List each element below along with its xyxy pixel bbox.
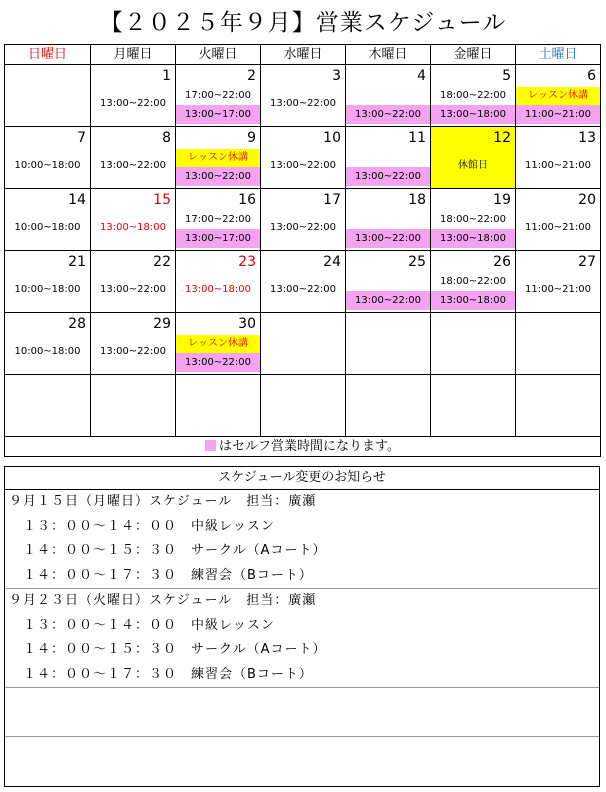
day-number: 23 bbox=[238, 254, 256, 270]
day-cell-empty bbox=[516, 375, 601, 437]
notice-line: １４：００～１７：３０ 練習会（Bコート） bbox=[23, 666, 313, 682]
day-cell-10 bbox=[261, 127, 346, 189]
hours: 13:00~22:00 bbox=[99, 284, 166, 295]
hours: 13:00~22:00 bbox=[269, 284, 336, 295]
day-cell-27 bbox=[516, 251, 601, 313]
notice-header: スケジュール変更のお知らせ bbox=[5, 467, 599, 490]
day-cell-18 bbox=[346, 189, 431, 251]
self-hours: 13:00~18:00 bbox=[431, 105, 515, 124]
hours: 11:00~21:00 bbox=[524, 160, 591, 171]
hours: 10:00~18:00 bbox=[14, 160, 81, 171]
self-hours: 13:00~22:00 bbox=[346, 229, 430, 248]
day-number: 21 bbox=[68, 254, 86, 270]
day-cell-empty bbox=[91, 375, 176, 437]
day-number: 24 bbox=[323, 254, 341, 270]
day-number: 17 bbox=[323, 192, 341, 208]
hours: 10:00~18:00 bbox=[14, 222, 81, 233]
day-cell-25 bbox=[346, 251, 431, 313]
hours: 13:00~22:00 bbox=[99, 346, 166, 357]
self-hours: 13:00~18:00 bbox=[431, 229, 515, 248]
hours: 13:00~22:00 bbox=[99, 98, 166, 109]
day-number: 25 bbox=[408, 254, 426, 270]
calendar-table bbox=[4, 44, 601, 457]
lesson-cancelled-badge: レッスン休講 bbox=[176, 335, 260, 353]
hours: 13:00~18:00 bbox=[99, 222, 166, 233]
lesson-cancelled-badge: レッスン休講 bbox=[176, 149, 260, 167]
hours: 11:00~21:00 bbox=[524, 284, 591, 295]
staffed-hours: 18:00~22:00 bbox=[439, 90, 506, 101]
hours: 10:00~18:00 bbox=[14, 284, 81, 295]
hours: 13:00~18:00 bbox=[184, 284, 251, 295]
day-number: 30 bbox=[238, 316, 256, 332]
notice-heading: ９月２３日（火曜日）スケジュール 担当：廣瀬 bbox=[9, 593, 317, 608]
day-number: 3 bbox=[332, 68, 341, 84]
day-cell-20 bbox=[516, 189, 601, 251]
day-number: 15 bbox=[153, 192, 171, 208]
week-row-3 bbox=[5, 189, 601, 251]
day-number: 14 bbox=[68, 192, 86, 208]
day-cell-1 bbox=[91, 65, 176, 127]
hours: 13:00~22:00 bbox=[99, 160, 166, 171]
day-cell-empty bbox=[261, 313, 346, 375]
staffed-hours: 18:00~22:00 bbox=[439, 276, 506, 287]
day-cell-19 bbox=[431, 189, 516, 251]
hours: 11:00~21:00 bbox=[524, 222, 591, 233]
day-number: 18 bbox=[408, 192, 426, 208]
hours: 13:00~22:00 bbox=[269, 98, 336, 109]
day-number: 7 bbox=[77, 130, 86, 146]
staffed-hours: 17:00~22:00 bbox=[184, 90, 251, 101]
staffed-hours: 18:00~22:00 bbox=[439, 214, 506, 225]
page-title: 【２０２５年９月】営業スケジュール bbox=[99, 10, 507, 36]
day-cell-empty bbox=[431, 313, 516, 375]
day-cell-13 bbox=[516, 127, 601, 189]
staffed-hours: 17:00~22:00 bbox=[184, 214, 251, 225]
legend-row bbox=[5, 437, 601, 457]
day-cell-empty bbox=[5, 375, 91, 437]
self-hours: 13:00~18:00 bbox=[431, 291, 515, 310]
hours: 10:00~18:00 bbox=[14, 346, 81, 357]
day-number: 19 bbox=[493, 192, 511, 208]
day-cell-5 bbox=[431, 65, 516, 127]
notice-block-2 bbox=[5, 589, 599, 688]
day-number: 27 bbox=[578, 254, 596, 270]
week-row-6 bbox=[5, 375, 601, 437]
weekday-wednesday: 水曜日 bbox=[261, 45, 346, 65]
notice-line: １３：００～１４：００ 中級レッスン bbox=[23, 518, 275, 534]
self-hours: 13:00~17:00 bbox=[176, 229, 260, 248]
notice-empty-row bbox=[5, 688, 599, 737]
lesson-cancelled-badge: レッスン休講 bbox=[516, 87, 600, 105]
day-cell-9 bbox=[176, 127, 261, 189]
day-number: 10 bbox=[323, 130, 341, 146]
weekday-thursday: 木曜日 bbox=[346, 45, 431, 65]
day-cell-28 bbox=[5, 313, 91, 375]
day-cell-26 bbox=[431, 251, 516, 313]
day-number: 13 bbox=[578, 130, 596, 146]
week-row-1 bbox=[5, 65, 601, 127]
day-cell-empty bbox=[176, 375, 261, 437]
day-cell-14 bbox=[5, 189, 91, 251]
self-hours: 13:00~22:00 bbox=[346, 167, 430, 186]
day-cell-12 bbox=[431, 127, 516, 189]
day-number: 20 bbox=[578, 192, 596, 208]
notice-block-1 bbox=[5, 490, 599, 589]
day-number: 11 bbox=[408, 130, 426, 146]
day-cell-21 bbox=[5, 251, 91, 313]
day-cell-empty bbox=[516, 313, 601, 375]
day-number: 4 bbox=[417, 68, 426, 84]
week-row-4 bbox=[5, 251, 601, 313]
day-cell-29 bbox=[91, 313, 176, 375]
day-cell-15 bbox=[91, 189, 176, 251]
day-number: 26 bbox=[493, 254, 511, 270]
day-number: 5 bbox=[502, 68, 511, 84]
day-number: 9 bbox=[247, 130, 256, 146]
day-cell-6 bbox=[516, 65, 601, 127]
self-hours: 13:00~22:00 bbox=[176, 167, 260, 186]
day-cell-7 bbox=[5, 127, 91, 189]
schedule-change-notice bbox=[4, 466, 600, 787]
weekday-tuesday: 火曜日 bbox=[176, 45, 261, 65]
day-cell-23 bbox=[176, 251, 261, 313]
day-cell-30 bbox=[176, 313, 261, 375]
day-cell-22 bbox=[91, 251, 176, 313]
day-number: 2 bbox=[247, 68, 256, 84]
weekday-sunday: 日曜日 bbox=[5, 45, 91, 65]
day-number: 28 bbox=[68, 316, 86, 332]
day-cell-24 bbox=[261, 251, 346, 313]
notice-line: １４：００～１５：３０ サークル（Aコート） bbox=[23, 642, 327, 657]
notice-line: １４：００～１７：３０ 練習会（Bコート） bbox=[23, 567, 313, 583]
day-cell-2 bbox=[176, 65, 261, 127]
self-hours: 13:00~17:00 bbox=[176, 105, 260, 124]
self-hours: 13:00~22:00 bbox=[176, 353, 260, 372]
legend bbox=[5, 437, 601, 457]
notice-line: １３：００～１４：００ 中級レッスン bbox=[23, 617, 275, 633]
day-cell-11 bbox=[346, 127, 431, 189]
day-number: 12 bbox=[493, 130, 511, 146]
day-cell-16 bbox=[176, 189, 261, 251]
day-cell-4 bbox=[346, 65, 431, 127]
day-number: 1 bbox=[162, 68, 171, 84]
self-hours: 13:00~22:00 bbox=[346, 291, 430, 310]
week-row-2 bbox=[5, 127, 601, 189]
hours: 13:00~22:00 bbox=[269, 160, 336, 171]
notice-line: １４：００～１５：３０ サークル（Aコート） bbox=[23, 543, 327, 558]
day-cell-8 bbox=[91, 127, 176, 189]
week-row-5 bbox=[5, 313, 601, 375]
notice-heading: ９月１５日（月曜日）スケジュール 担当：廣瀬 bbox=[9, 494, 317, 509]
self-hours: 13:00~22:00 bbox=[346, 105, 430, 124]
legend-text: はセルフ営業時間になります。 bbox=[219, 439, 400, 454]
day-cell-empty bbox=[5, 65, 91, 127]
day-number: 16 bbox=[238, 192, 256, 208]
notice-empty-row bbox=[5, 737, 599, 785]
day-cell-empty bbox=[431, 375, 516, 437]
day-cell-17 bbox=[261, 189, 346, 251]
day-number: 29 bbox=[153, 316, 171, 332]
weekday-monday: 月曜日 bbox=[91, 45, 176, 65]
closed-label: 休館日 bbox=[458, 160, 488, 171]
weekday-header-row bbox=[5, 45, 601, 65]
day-cell-empty bbox=[346, 375, 431, 437]
day-cell-3 bbox=[261, 65, 346, 127]
day-number: 8 bbox=[162, 130, 171, 146]
day-number: 6 bbox=[587, 68, 596, 84]
self-hours: 11:00~21:00 bbox=[516, 105, 600, 124]
pink-swatch-icon bbox=[205, 440, 216, 451]
weekday-friday: 金曜日 bbox=[431, 45, 516, 65]
day-number: 22 bbox=[153, 254, 171, 270]
hours: 13:00~22:00 bbox=[269, 222, 336, 233]
weekday-saturday: 土曜日 bbox=[516, 45, 601, 65]
day-cell-empty bbox=[346, 313, 431, 375]
day-cell-empty bbox=[261, 375, 346, 437]
